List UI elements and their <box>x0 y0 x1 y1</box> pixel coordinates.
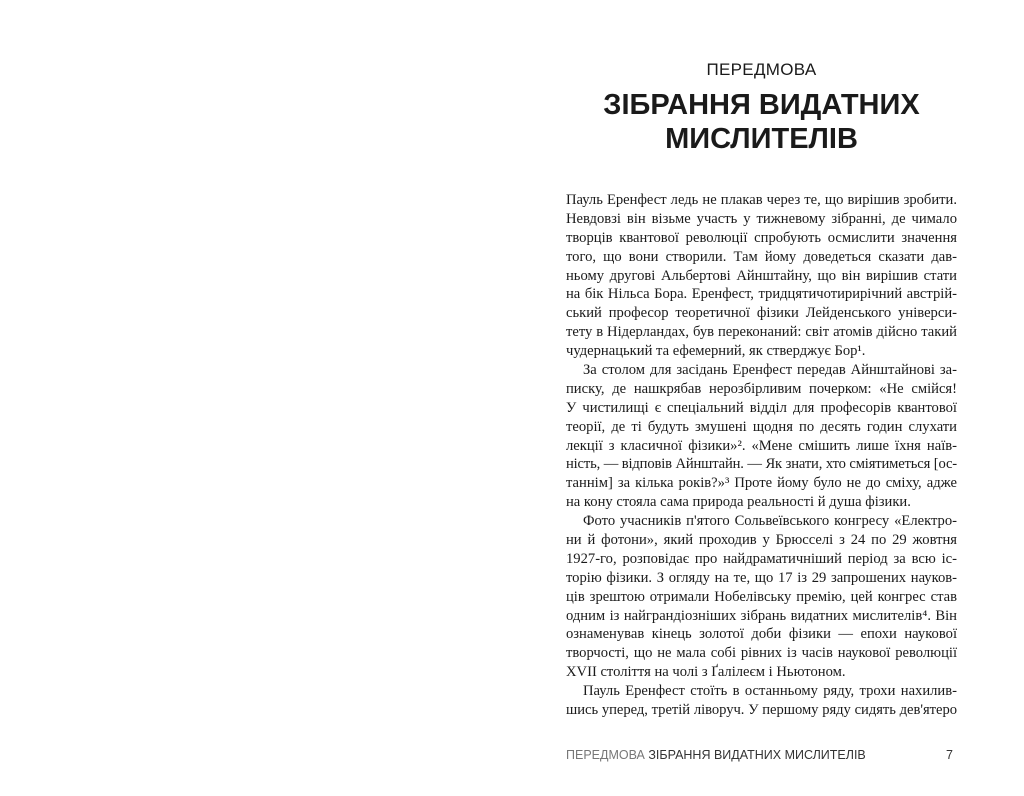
text-line-content: ознаменував кінець золотої доби фізики — епохи наукової <box>566 626 957 643</box>
text-line-content: теорії, де ті будуть змушені щодня по десять годин слухати <box>566 418 957 435</box>
text-line-content: ни й фотони», який проходив у Брюсселі з 24 по 29 жовтня <box>566 532 957 549</box>
text-line-content: торію фізики. З огляду на те, що 17 із 29 запрошених науков- <box>566 569 957 586</box>
section-kicker: ПЕРЕДМОВА <box>706 60 817 79</box>
text-line-content: Фото учасників п'ятого Сольвеївського конгресу «Електро- <box>583 513 957 530</box>
body-text <box>566 191 957 720</box>
text-line <box>566 323 957 342</box>
text-line <box>566 418 957 437</box>
text-line-content: 1927-го, розповідає про найдраматичніший період за всю іс- <box>566 550 957 567</box>
footer-section: ПЕРЕДМОВА <box>566 748 645 762</box>
paragraph <box>566 682 957 720</box>
text-line <box>566 474 957 493</box>
text-line-content: одним із найграндіозніших зібрань видатних мислителів⁴. Він <box>566 607 957 624</box>
text-line <box>566 644 957 663</box>
text-line <box>566 191 957 210</box>
text-line <box>566 304 957 323</box>
text-line-content: на кону стояла сама природа реальності й душа фізики. <box>566 494 911 511</box>
footer-chapter: ЗІБРАННЯ ВИДАТНИХ МИСЛИТЕЛІВ <box>648 748 866 762</box>
text-line-content: ський професор теоретичної фізики Лейденського універси- <box>566 305 957 322</box>
text-line <box>566 663 957 682</box>
text-line <box>566 248 957 267</box>
text-line <box>566 361 957 380</box>
text-line <box>566 588 957 607</box>
text-line-content: Невдовзі він візьме участь у тижневому зібранні, де чимало <box>566 210 957 227</box>
text-line-content: на бік Нільса Бора. Еренфест, тридцятичотирирічний австрій- <box>566 286 957 303</box>
text-line-content: ність, — відповів Айнштайн. — Як знати, хто сміятиметься [ос- <box>566 456 957 473</box>
chapter-title-line: ЗІБРАННЯ ВИДАТНИХ <box>603 89 920 121</box>
text-line-content: творців квантової революції спробують осмислити значення <box>566 229 957 246</box>
text-line <box>566 399 957 418</box>
text-line <box>566 625 957 644</box>
text-line <box>566 701 957 720</box>
text-line <box>566 531 957 550</box>
text-line-content: писку, де нашкрябав нерозбірливим почерком: «Не смійся! <box>566 380 957 397</box>
text-line <box>566 512 957 531</box>
paragraph <box>566 361 957 512</box>
text-line-content: Пауль Еренфест стоїть в останньому ряду, трохи нахилив- <box>583 683 957 700</box>
chapter-title-line: МИСЛИТЕЛІВ <box>665 123 858 155</box>
text-line <box>566 569 957 588</box>
text-line <box>566 550 957 569</box>
text-line-content: творчості, що не мала собі рівних із часів наукової революції <box>566 645 957 662</box>
text-line-content: ців зрештою отримали Нобелівську премію, цей конгрес став <box>566 588 957 605</box>
text-line-content: лекції з класичної фізики»². «Мене смішить лише їхня наїв- <box>566 437 957 454</box>
text-line-content: XVII століття на чолі з Ґалілеєм і Ньютоном. <box>566 664 846 681</box>
text-line-content: тету в Нідерландах, був переконаний: світ атомів дійсно такий <box>566 324 957 341</box>
text-line-content: ньому другові Альбертові Айнштайну, що він вирішив стати <box>566 267 957 284</box>
text-line <box>566 267 957 286</box>
running-footer <box>566 748 957 762</box>
paragraph <box>566 191 957 361</box>
text-line-content: шись уперед, третій ліворуч. У першому ряду сидять дев'ятеро <box>566 702 957 719</box>
text-line <box>566 229 957 248</box>
text-line <box>566 682 957 701</box>
text-line <box>566 285 957 304</box>
paragraph <box>566 512 957 682</box>
text-line-content: Пауль Еренфест ледь не плакав через те, що вирішив зробити. <box>566 192 957 208</box>
text-line <box>566 342 957 361</box>
text-line <box>566 380 957 399</box>
text-line <box>566 493 957 512</box>
text-line-content: У чистилищі є спеціальний відділ для професорів квантової <box>566 399 957 416</box>
text-line <box>566 607 957 626</box>
text-line-content: чудернацький та ефемерний, як стверджує Бор¹. <box>566 343 866 360</box>
text-line-content: таннім] за кілька років?»³ Проте йому було не до сміху, адже <box>566 475 957 492</box>
text-line-content: того, що вони створили. Там йому доведеться сказати дав- <box>566 248 957 265</box>
text-line-content: За столом для засідань Еренфест передав Айнштайнові за- <box>583 362 957 379</box>
text-line <box>566 210 957 229</box>
chapter-title <box>540 88 983 156</box>
text-line <box>566 437 957 456</box>
page-number: 7 <box>946 748 953 762</box>
text-line <box>566 455 957 474</box>
